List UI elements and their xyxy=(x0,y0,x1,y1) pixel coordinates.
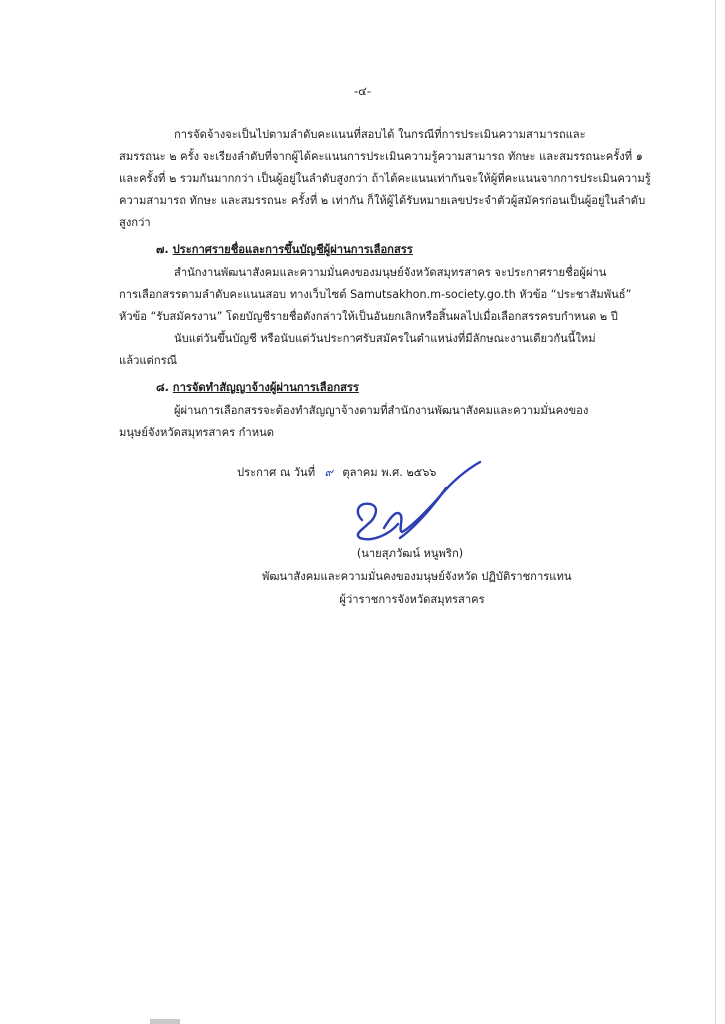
section8-line-1: ผู้ผ่านการเลือกสรรจะต้องทำสัญญาจ้างตามที่สำนักงานพัฒนาสังคมและความมั่นคงของ xyxy=(174,404,589,417)
date-prefix: ประกาศ ณ วันที่ xyxy=(237,466,316,479)
section7-number: ๗. xyxy=(156,243,169,256)
section7-line-1: สำนักงานพัฒนาสังคมและความมั่นคงของมนุษย์จังหวัดสมุทรสาคร จะประกาศรายชื่อผู้ผ่าน xyxy=(174,266,607,279)
section6-line-2: สมรรถนะ ๒ ครั้ง จะเรียงลำดับที่จากผู้ได้คะแนนการประเมินความรู้ความสามารถ ทักษะ และสมรรถนะครั้งที่ ๑ xyxy=(119,150,643,163)
bottom-scan-mark xyxy=(150,1019,180,1024)
date-suffix: ตุลาคม พ.ศ. ๒๕๖๖ xyxy=(342,466,437,479)
section6-line-1: การจัดจ้างจะเป็นไปตามลำดับคะแนนที่สอบได้ ในกรณีที่การประเมินความสามารถและ xyxy=(174,128,586,141)
section7-line-4: นับแต่วันขึ้นบัญชี หรือนับแต่วันประกาศรับสมัครในตำแหน่งที่มีลักษณะงานเดียวกันนี้ใหม่ xyxy=(174,332,596,345)
section6-line-4: ความสามารถ ทักษะ และสมรรถนะ ครั้งที่ ๒ เท่ากัน ก็ให้ผู้ได้รับหมายเลขประจำตัวผู้สมัครก่อนเป็นผู้อยู่ในลำดับ xyxy=(119,194,646,207)
section8-title: การจัดทำสัญญาจ้างผู้ผ่านการเลือกสรร xyxy=(172,381,359,394)
section7-line-3: หัวข้อ “รับสมัครงาน” โดยบัญชีรายชื่อดังกล่าวให้เป็นอันยกเลิกหรือสิ้นผลไปเมื่อเลือกสรรครบกำหนด ๒ ปี xyxy=(119,310,618,323)
section8-number: ๘. xyxy=(156,381,169,394)
section7-title: ประกาศรายชื่อและการขึ้นบัญชีผู้ผ่านการเลือกสรร xyxy=(172,243,413,256)
section6-line-3: และครั้งที่ ๒ รวมกันมากกว่า เป็นผู้อยู่ในลำดับสูงกว่า ถ้าได้คะแนนเท่ากันจะให้ผู้ที่คะแนนจากการประเมินความรู้ xyxy=(119,172,651,185)
section7-heading xyxy=(156,239,413,261)
signatory-name: (นายสุภวัฒน์ หนูพริก) xyxy=(356,547,464,560)
page-edge-line xyxy=(715,0,716,1024)
section8-line-2: มนุษย์จังหวัดสมุทรสาคร กำหนด xyxy=(119,426,274,439)
section6-line-5: สูงกว่า xyxy=(119,216,151,229)
section7-line-5: แล้วแต่กรณี xyxy=(119,354,177,367)
date-day: ๙ xyxy=(324,466,333,479)
signatory-position-2: ผู้ว่าราชการจังหวัดสมุทรสาคร xyxy=(339,593,485,606)
page-number: -๔- xyxy=(353,84,371,98)
section8-heading xyxy=(156,377,359,399)
signatory-position-1: พัฒนาสังคมและความมั่นคงของมนุษย์จังหวัด ปฏิบัติราชการแทน xyxy=(262,570,572,583)
handwritten-signature xyxy=(340,458,500,548)
section7-line-2: การเลือกสรรตามลำดับคะแนนสอบ ทางเว็บไซต์ Samutsakhon.m-society.go.th หัวข้อ “ประชาสัมพันธ์” xyxy=(119,288,632,301)
